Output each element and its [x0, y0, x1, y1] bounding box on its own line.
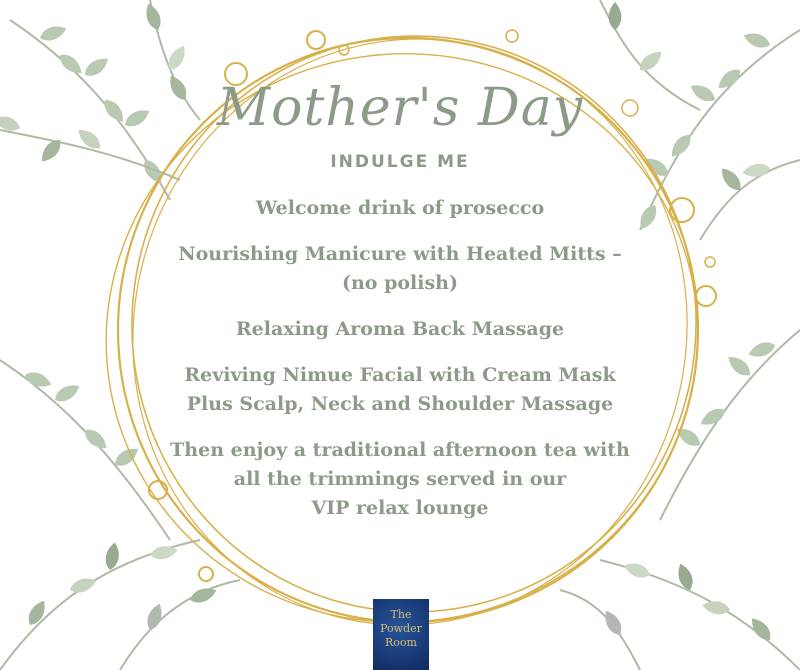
item-line: Nourishing Manicure with Heated Mitts –: [178, 243, 622, 265]
item-line: Then enjoy a traditional afternoon tea with: [170, 439, 630, 461]
item-line: VIP relax lounge: [311, 497, 489, 519]
list-item: [150, 361, 650, 419]
treatment-list: [150, 194, 650, 540]
list-item: [150, 240, 650, 298]
page-subtitle: INDULGE ME: [330, 152, 470, 172]
list-item: [150, 436, 650, 523]
logo-line: Room: [385, 636, 417, 649]
page-title: Mother's Day: [216, 78, 584, 138]
list-item: [150, 194, 650, 223]
brand-logo: [373, 599, 429, 670]
item-line: Plus Scalp, Neck and Shoulder Massage: [186, 393, 614, 415]
logo-line: Powder: [380, 622, 422, 635]
item-line: Welcome drink of prosecco: [255, 197, 545, 219]
item-line: Relaxing Aroma Back Massage: [235, 318, 565, 340]
list-item: [150, 315, 650, 344]
item-line: all the trimmings served in our: [233, 468, 567, 490]
item-line: Reviving Nimue Facial with Cream Mask: [184, 364, 616, 386]
item-line: (no polish): [342, 272, 458, 294]
logo-line: The: [390, 608, 412, 621]
